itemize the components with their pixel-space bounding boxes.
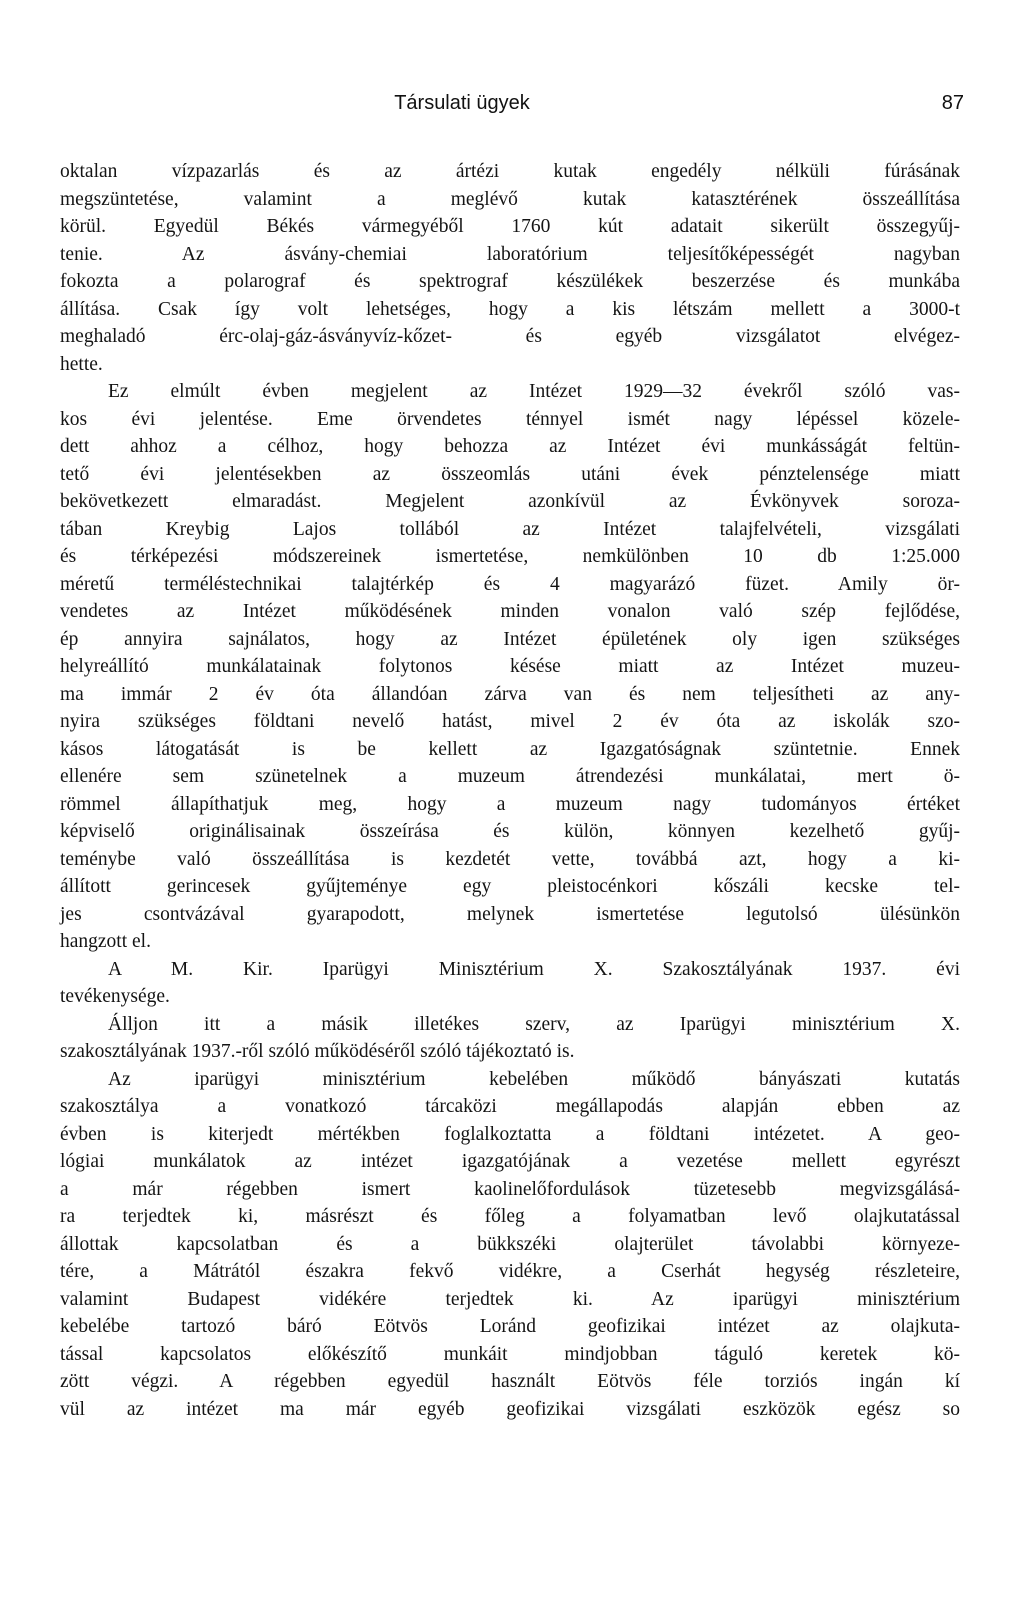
text-line: vendetes az Intézet működésének minden vonalon való szép fejlődése,: [60, 601, 960, 622]
text-line: hangzott el.: [60, 931, 151, 952]
page-number: 87: [941, 92, 964, 114]
text-line: szakosztályának 1937.-ről szóló működéséről szóló tájékoztató is.: [60, 1041, 575, 1062]
text-line: bekövetkezett elmaradást. Megjelent azonkívül az Évkönyvek soroza-: [60, 491, 960, 512]
text-line: ra terjedtek ki, másrészt és főleg a folyamatban levő olajkutatással: [60, 1206, 960, 1227]
text-line: Ez elmúlt évben megjelent az Intézet 1929—32 évekről szóló vas-: [108, 381, 960, 402]
text-line: tában Kreybig Lajos tollából az Intézet talajfelvételi, vizsgálati: [60, 518, 960, 540]
text-line: A M. Kir. Iparügyi Minisztérium X. Szakosztályának 1937. évi: [108, 958, 960, 980]
text-line: képviselő originálisainak összeírása és külön, könnyen kezelhető gyűj-: [60, 821, 960, 842]
text-line: megszüntetése, valamint a meglévő kutak katasztérének összeállítása: [60, 188, 960, 210]
text-line: jes csontvázával gyarapodott, melynek ismertetése legutolsó ülésünkön: [60, 903, 960, 925]
text-line: a már régebben ismert kaolinelőfordulások tüzetesebb megvizsgálásá-: [60, 1178, 960, 1200]
text-line: valamint Budapest vidékére terjedtek ki. Az iparügyi minisztérium: [60, 1288, 960, 1310]
text-line: állottak kapcsolatban és a bükkszéki olajterület távolabbi környeze-: [60, 1233, 960, 1255]
text-line: ellenére sem szünetelnek a muzeum átrendezési munkálatai, mert ö-: [60, 766, 960, 787]
text-line: meghaladó érc-olaj-gáz-ásványvíz-kőzet- és egyéb vizsgálatot elvégez-: [60, 326, 960, 347]
body-text: [60, 158, 960, 1423]
text-line: méretű terméléstechnikai talajtérkép és 4 magyarázó füzet. Amily ör-: [60, 573, 960, 595]
text-line: Álljon itt a másik illetékes szerv, az Iparügyi minisztérium X.: [108, 1013, 960, 1035]
text-line: dett ahhoz a célhoz, hogy behozza az Intézet évi munkásságát feltün-: [60, 436, 960, 457]
text-line: oktalan vízpazarlás és az ártézi kutak engedély nélküli fúrásának: [60, 161, 960, 182]
text-line: ma immár 2 év óta állandóan zárva van és nem teljesítheti az any-: [60, 683, 960, 705]
text-line: nyira szükséges földtani nevelő hatást, mivel 2 év óta az iskolák szo-: [60, 711, 960, 732]
text-line: fokozta a polarograf és spektrograf készülékek beszerzése és munkába: [60, 271, 960, 292]
text-line: tevékenysége.: [60, 986, 170, 1007]
text-line: állítása. Csak így volt lehetséges, hogy a kis létszám mellett a 3000-t: [60, 298, 960, 320]
text-line: römmel állapíthatjuk meg, hogy a muzeum nagy tudományos értéket: [60, 793, 960, 815]
text-line: körül. Egyedül Békés vármegyéből 1760 kút adatait sikerült összegyűj-: [60, 216, 960, 237]
text-line: hette.: [60, 353, 103, 375]
text-line: tással kapcsolatos előkészítő munkáit mindjobban táguló keretek kö-: [60, 1343, 960, 1365]
text-line: vül az intézet ma már egyéb geofizikai vizsgálati eszközök egész so: [60, 1398, 960, 1420]
text-line: kebelébe tartozó báró Eötvös Loránd geofizikai intézet az olajkuta-: [60, 1316, 960, 1337]
running-title: Társulati ügyek: [394, 92, 530, 114]
text-line: helyreállító munkálatainak folytonos késése miatt az Intézet muzeu-: [60, 656, 960, 677]
text-line: zött végzi. A régebben egyedül használt Eötvös féle torziós ingán kí: [60, 1371, 960, 1392]
text-line: és térképezési módszereinek ismertetése, nemkülönben 10 db 1:25.000: [60, 546, 960, 567]
text-line: tető évi jelentésekben az összeomlás utáni évek pénztelensége miatt: [60, 463, 960, 485]
text-line: állított gerincesek gyűjteménye egy pleistocénkori kőszáli kecske tel-: [60, 876, 960, 897]
page-header: [60, 92, 964, 128]
text-line: teménybe való összeállítása is kezdetét vette, továbbá azt, hogy a ki-: [60, 848, 960, 870]
text-line: kásos látogatását is be kellett az Igazgatóságnak szüntetnie. Ennek: [60, 738, 960, 760]
text-line: kos évi jelentése. Eme örvendetes ténnyel ismét nagy lépéssel közele-: [60, 408, 960, 430]
text-line: ép annyira sajnálatos, hogy az Intézet épületének oly igen szükséges: [60, 628, 960, 650]
text-line: lógiai munkálatok az intézet igazgatójának a vezetése mellett egyrészt: [60, 1151, 960, 1172]
text-line: évben is kiterjedt mértékben foglalkoztatta a földtani intézetet. A geo-: [60, 1123, 960, 1145]
text-line: tenie. Az ásvány-chemiai laboratórium teljesítőképességét nagyban: [60, 243, 960, 265]
text-line: Az iparügyi minisztérium kebelében működő bányászati kutatás: [108, 1068, 960, 1090]
text-line: tére, a Mátrától északra fekvő vidékre, a Cserhát hegység részleteire,: [60, 1261, 960, 1282]
text-line: szakosztálya a vonatkozó tárcaközi megállapodás alapján ebben az: [60, 1096, 960, 1117]
